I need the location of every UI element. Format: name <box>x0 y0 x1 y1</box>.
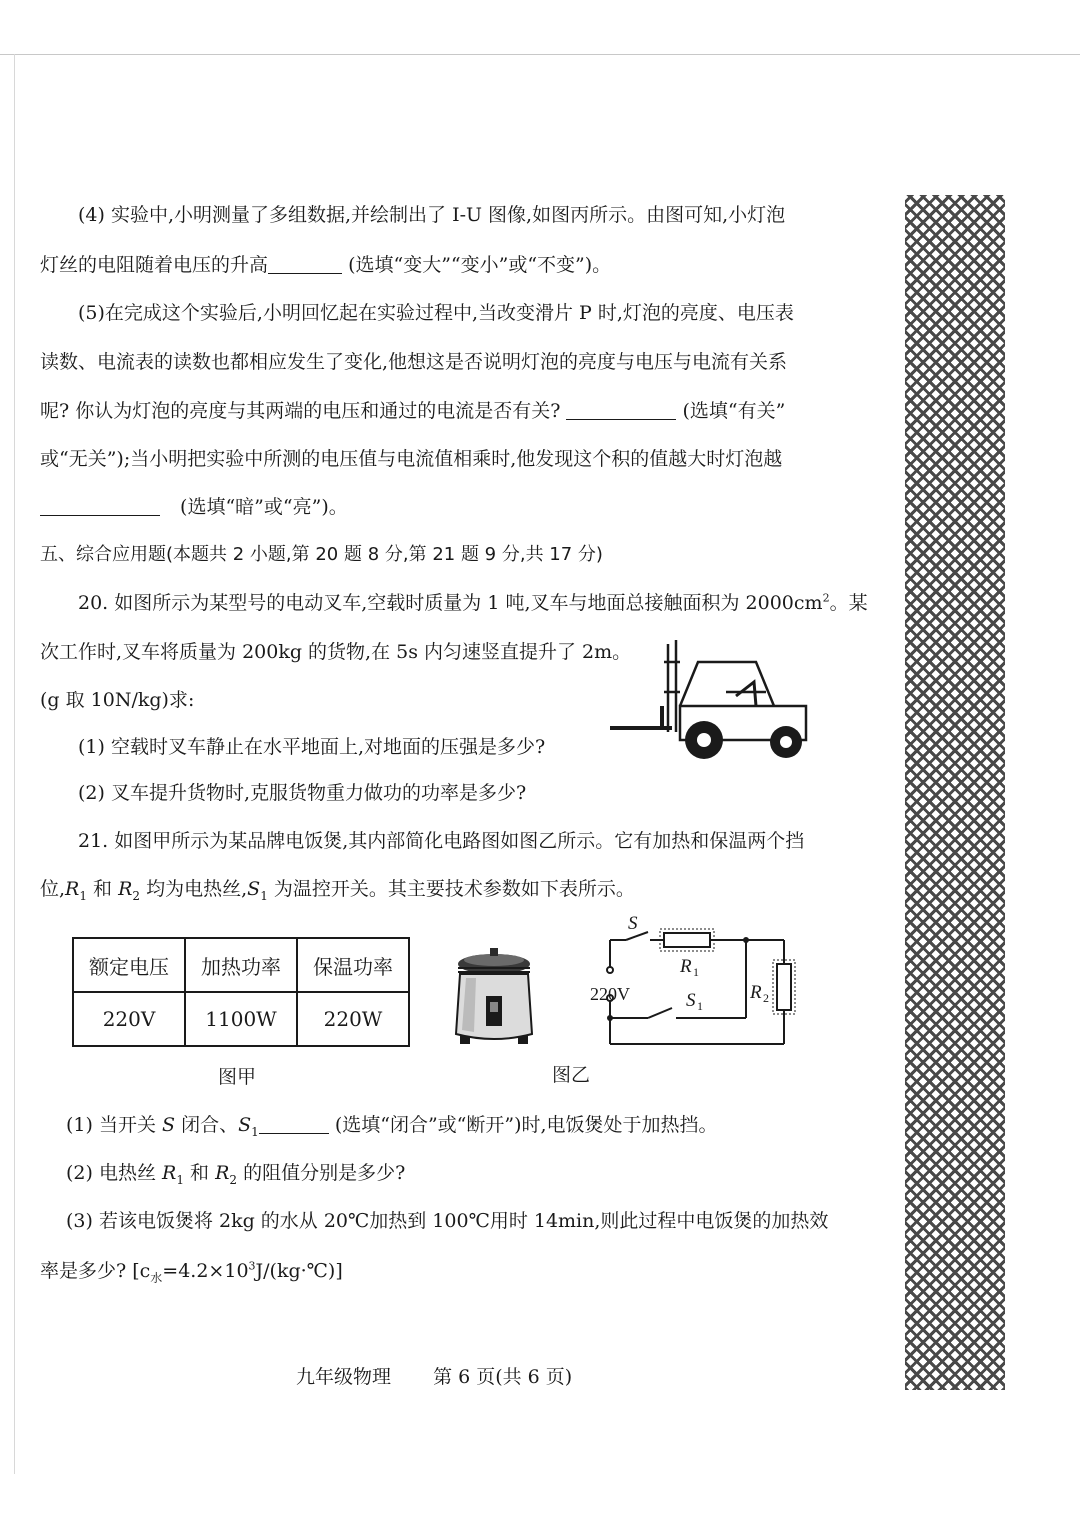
q4-line1: (4) 实验中,小明测量了多组数据,并绘制出了 I-U 图像,如图丙所示。由图可知,小灯泡 <box>78 204 786 226</box>
q21-sub1-s1: S <box>238 1114 252 1136</box>
q20-line1-tail: 。某 <box>829 592 868 614</box>
q20-line3: (g 取 10N/kg)求: <box>40 689 195 711</box>
header-rated-voltage: 额定电压 <box>73 938 185 992</box>
q21-s1-symbol: S <box>247 878 261 900</box>
figure-yi-caption: 图乙 <box>552 1064 591 1086</box>
q21-s1-subscript: 1 <box>260 888 268 903</box>
circuit-label-r2: R <box>750 982 762 1003</box>
footer-subject: 九年级物理 <box>296 1366 392 1388</box>
q5-answer-blank-1[interactable] <box>566 400 676 420</box>
q21-r2-subscript: 2 <box>132 888 141 903</box>
value-warming-power: 220W <box>297 992 409 1046</box>
q21-r2-symbol: R <box>118 878 133 900</box>
q5-line5 <box>40 492 348 519</box>
q5-answer-blank-2[interactable] <box>40 496 160 516</box>
circuit-label-r1: R <box>680 956 692 977</box>
circuit-label-s1-sub: 1 <box>697 999 703 1013</box>
circuit-label-s1: S <box>686 990 696 1011</box>
forklift-illustration <box>606 636 818 764</box>
q21-subquestion-2 <box>66 1158 405 1187</box>
q21-sub2-a: (2) 电热丝 <box>66 1162 156 1184</box>
parameter-table-value-row <box>73 992 409 1046</box>
q21-sub1-s1-subscript: 1 <box>251 1124 259 1139</box>
q21-line2-d: 为温控开关。其主要技术参数如下表所示。 <box>273 878 635 900</box>
q21-sub3-exponent: 3 <box>248 1259 256 1273</box>
q21-sub3-f: J/(kg·℃)] <box>255 1260 343 1282</box>
parameter-table <box>72 937 410 1047</box>
parameter-table-header-row <box>73 938 409 992</box>
q21-line2-b: 和 <box>93 878 113 900</box>
value-rated-voltage: 220V <box>73 992 185 1046</box>
circuit-label-s: S <box>628 913 638 934</box>
q21-sub2-r1: R <box>162 1162 177 1184</box>
q21-line2-a: 位, <box>40 878 66 900</box>
q5-line3-options: (选填“有关” <box>682 400 786 422</box>
value-heating-power: 1100W <box>185 992 297 1046</box>
q21-subquestion-3-line1: (3) 若该电饭煲将 2kg 的水从 20℃加热到 100℃用时 14min,则此过程中电饭煲的加热效 <box>66 1210 829 1232</box>
q4-line2-options: (选填“变大”“变小”或“不变”)。 <box>348 254 612 276</box>
q21-sub3-water: 水 <box>150 1270 163 1285</box>
q21-subquestion-3-line2 <box>40 1256 343 1286</box>
section-heading: 五、综合应用题(本题共 2 小题,第 20 题 8 分,第 21 题 9 分,共 17 分) <box>40 544 603 565</box>
circuit-label-r2-sub: 2 <box>763 991 769 1005</box>
q21-r1-subscript: 1 <box>79 888 87 903</box>
figure-jia-caption: 图甲 <box>218 1066 257 1088</box>
q21-sub2-and: 和 <box>190 1162 210 1184</box>
q5-line3 <box>40 396 785 423</box>
q5-line1: (5)在完成这个实验后,小明回忆起在实验过程中,当改变滑片 P 时,灯泡的亮度、电压表 <box>78 302 794 324</box>
q21-sub3-b: 率是多少? [c <box>40 1260 151 1282</box>
circuit-label-voltage: 220V <box>590 984 630 1004</box>
q21-sub2-r2-subscript: 2 <box>229 1172 238 1187</box>
circuit-label-r1-sub: 1 <box>693 965 699 979</box>
decorative-border-pattern <box>905 195 1005 1390</box>
q20-line2: 次工作时,叉车将质量为 200kg 的货物,在 5s 内匀速竖直提升了 2m。 <box>40 641 632 663</box>
q21-line1: 21. 如图甲所示为某品牌电饭煲,其内部简化电路图如图乙所示。它有加热和保温两个挡 <box>78 830 805 852</box>
q21-sub2-r1-subscript: 1 <box>176 1172 184 1187</box>
q21-sub3-d: =4.2×10 <box>162 1260 249 1282</box>
q21-subquestion-1 <box>66 1110 718 1139</box>
header-warming-power: 保温功率 <box>297 938 409 992</box>
q5-line3-text: 呢? 你认为灯泡的亮度与其两端的电压和通过的电流是否有关? <box>40 400 561 422</box>
q5-line4: 或“无关”);当小明把实验中所测的电压值与电流值相乘时,他发现这个积的值越大时灯泡越 <box>40 448 783 470</box>
q21-sub2-r2: R <box>215 1162 230 1184</box>
page-footer <box>296 1362 572 1389</box>
q20-subquestion-2: (2) 叉车提升货物时,克服货物重力做功的功率是多少? <box>78 782 527 804</box>
q21-sub1-s: S <box>162 1114 176 1136</box>
q21-line2 <box>40 874 635 903</box>
q5-line5-options: (选填“暗”或“亮”)。 <box>180 496 348 518</box>
q20-area-exponent: 2 <box>822 591 830 605</box>
q21-sub2-b: 的阻值分别是多少? <box>243 1162 406 1184</box>
q20-subquestion-1: (1) 空载时叉车静止在水平地面上,对地面的压强是多少? <box>78 736 546 758</box>
rice-cooker-illustration <box>446 944 542 1048</box>
page-top-edge <box>0 54 1080 55</box>
q21-sub1-a: (1) 当开关 <box>66 1114 156 1136</box>
footer-page-number: 第 6 页(共 6 页) <box>433 1366 573 1388</box>
q21-sub1-d: (选填“闭合”或“断开”)时,电饭煲处于加热挡。 <box>334 1114 718 1136</box>
q5-line2: 读数、电流表的读数也都相应发生了变化,他想这是否说明灯泡的亮度与电压与电流有关系 <box>40 351 788 373</box>
q20-line1-text: 20. 如图所示为某型号的电动叉车,空载时质量为 1 吨,叉车与地面总接触面积为 2000cm <box>78 592 823 614</box>
page-left-edge <box>14 54 15 1474</box>
q21-line2-c: 均为电热丝, <box>146 878 248 900</box>
circuit-diagram <box>588 910 798 1052</box>
q21-sub1-c: 闭合、 <box>181 1114 239 1136</box>
q21-r1-symbol: R <box>65 878 80 900</box>
q4-answer-blank[interactable] <box>268 254 342 274</box>
q4-line2-text: 灯丝的电阻随着电压的升高 <box>40 254 269 276</box>
q20-line1 <box>78 588 868 615</box>
header-heating-power: 加热功率 <box>185 938 297 992</box>
q21-answer-blank[interactable] <box>259 1114 329 1134</box>
q4-line2 <box>40 250 611 277</box>
